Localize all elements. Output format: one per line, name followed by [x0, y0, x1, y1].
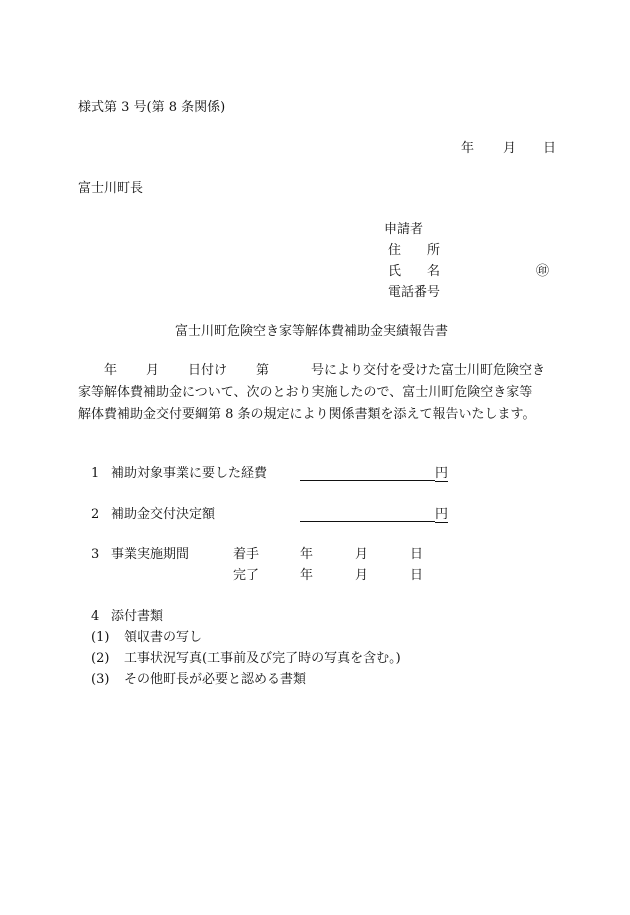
- body-day-label: 日付け: [188, 363, 228, 378]
- item4-label: 添付書類: [111, 609, 164, 624]
- item2-label: 補助金交付決定額: [111, 507, 216, 522]
- item1-amount-blank: [300, 465, 435, 481]
- date-year-label: 年: [461, 141, 475, 156]
- body-line1-rest: 号により交付を受けた富士川町危険空き: [311, 363, 546, 378]
- document-title: 富士川町危険空き家等解体費補助金実績報告書: [175, 324, 449, 339]
- attachment-3-number: (3): [91, 672, 110, 687]
- attachment-1-text: 領収書の写し: [124, 630, 203, 645]
- end-month-label: 月: [355, 568, 369, 583]
- applicant-heading: 申請者: [384, 222, 424, 237]
- end-day-label: 日: [410, 568, 424, 583]
- item1-label: 補助対象事業に要した経費: [111, 466, 268, 481]
- item2-number: 2: [91, 507, 100, 522]
- date-day-label: 日: [543, 141, 557, 156]
- item1-unit: 円: [435, 466, 449, 481]
- attachment-2-text: 工事状況写真(工事前及び完了時の写真を含む。): [124, 651, 401, 666]
- form-number: 様式第 3 号(第 8 条関係): [78, 100, 226, 115]
- attachment-2-number: (2): [91, 651, 110, 666]
- address-label: 住 所: [388, 243, 441, 258]
- seal-mark: ㊞: [536, 264, 550, 279]
- item1-number: 1: [91, 466, 100, 481]
- body-line2: 家等解体費補助金について、次のとおり実施したので、富士川町危険空き家等: [78, 385, 533, 400]
- start-month-label: 月: [355, 547, 369, 562]
- item3-number: 3: [91, 547, 100, 562]
- attachment-3-text: その他町長が必要と認める書類: [124, 672, 307, 687]
- start-label: 着手: [233, 547, 260, 562]
- name-label: 氏 名: [388, 264, 441, 279]
- body-year-label: 年: [104, 363, 118, 378]
- date-month-label: 月: [503, 141, 517, 156]
- body-number-prefix: 第: [256, 363, 270, 378]
- addressee: 富士川町長: [78, 181, 144, 196]
- item2-amount-blank: [300, 506, 435, 522]
- item2-unit: 円: [435, 507, 449, 522]
- item3-label: 事業実施期間: [111, 547, 190, 562]
- start-year-label: 年: [300, 547, 314, 562]
- item4-number: 4: [91, 609, 100, 624]
- body-month-label: 月: [146, 363, 160, 378]
- phone-label: 電話番号: [388, 285, 441, 300]
- body-line3: 解体費補助金交付要綱第 8 条の規定により関係書類を添えて報告いたします。: [78, 407, 536, 422]
- attachment-1-number: (1): [91, 630, 110, 645]
- end-year-label: 年: [300, 568, 314, 583]
- start-day-label: 日: [410, 547, 424, 562]
- end-label: 完了: [233, 568, 260, 583]
